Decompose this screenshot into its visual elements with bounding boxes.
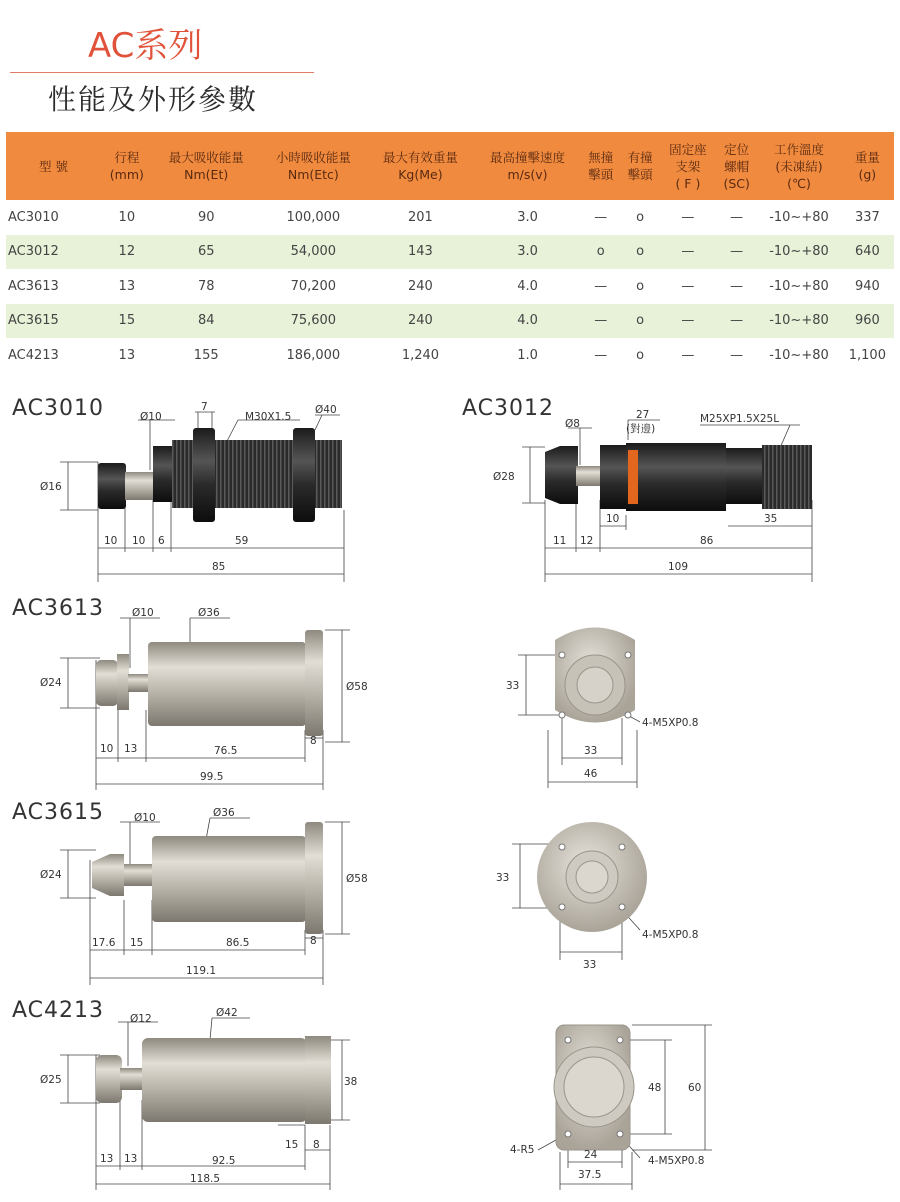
ac3613-front-view [555, 628, 635, 723]
table-cell: 240 [367, 304, 474, 339]
ac3613-d1: Ø10 [132, 607, 154, 619]
ac3012-dia: Ø28 [493, 471, 515, 483]
ac3615-dia: Ø24 [40, 869, 62, 881]
model-label-ac3615: AC3615 [12, 800, 105, 825]
ac3615-dim-1: 15 [130, 937, 144, 949]
table-header-line: 重量 [854, 150, 880, 165]
ac4213-drawing [96, 1036, 331, 1124]
ac3613-front-w2: 46 [584, 768, 598, 780]
ac3010-dim-3: 59 [235, 535, 249, 547]
table-cell: o [581, 235, 620, 270]
table-cell: 1,240 [401, 347, 440, 363]
ac3010-thread: M30X1.5 [245, 411, 292, 423]
table-header-line: (℃) [787, 175, 811, 191]
table-cell: -10~+80 [769, 278, 829, 294]
ac4213-d8: 8 [313, 1139, 320, 1151]
table-cell: 186,000 [286, 347, 341, 363]
table-header-line: 擊頭 [588, 167, 614, 182]
table-header-line: Nm(Etc) [287, 167, 339, 182]
table-header-line: 最大吸收能量 [168, 150, 244, 165]
ac3613-dim-0: 10 [100, 743, 114, 755]
table-cell: 15 [101, 304, 153, 339]
ac4213-front-hole: 4-M5XP0.8 [648, 1155, 705, 1167]
ac3613-total: 99.5 [200, 771, 224, 783]
ac4213-front-h1: 48 [648, 1082, 662, 1094]
ac3613-d8: 8 [310, 735, 317, 747]
table-cell: — [594, 209, 608, 225]
table-header-line: Nm(Et) [184, 167, 229, 182]
table-cell: 90 [197, 209, 215, 225]
table-cell: 960 [841, 304, 894, 339]
table-cell: 78 [197, 278, 215, 294]
ac3012-d2b: (對邊) [626, 423, 656, 435]
ac3615-front-h: 33 [496, 872, 510, 884]
table-header-line: Kg(Me) [398, 167, 443, 182]
table-cell: 75,600 [260, 304, 367, 339]
ac3615-d2: Ø36 [213, 807, 235, 819]
table-header-line: (g) [858, 167, 877, 182]
ac3615-big: Ø58 [346, 873, 368, 885]
table-cell: 65 [153, 235, 260, 270]
table-cell: 640 [841, 235, 894, 270]
table-cell: AC3010 [8, 209, 59, 225]
ac3613-front-w1: 33 [584, 745, 598, 757]
ac3010-drawing [98, 428, 342, 522]
model-label-ac3010: AC3010 [12, 396, 105, 421]
ac3012-d1: Ø8 [565, 418, 580, 430]
table-cell: 4.0 [474, 304, 581, 339]
table-header-line: 型 號 [39, 158, 68, 174]
model-label-ac3613: AC3613 [12, 596, 105, 621]
table-header-line: 無撞 [588, 150, 614, 165]
table-header-line: (未凍結) [775, 158, 823, 174]
ac3615-front-view [537, 822, 647, 932]
ac3613-big: Ø58 [346, 681, 368, 693]
table-cell: — [660, 304, 716, 339]
ac4213-front-w1: 24 [584, 1149, 598, 1161]
table-header-line: 支架 [675, 158, 701, 174]
table-cell: o [636, 209, 645, 225]
table-cell: — [716, 304, 757, 339]
ac3613-len: 76.5 [214, 745, 238, 757]
table-cell: 12 [101, 235, 153, 270]
ac3615-total: 119.1 [186, 965, 217, 977]
table-cell: — [730, 278, 744, 294]
table-cell: 155 [193, 347, 219, 363]
ac3615-front-w1: 33 [583, 959, 597, 971]
ac3615-dim-0: 17.6 [92, 937, 116, 949]
ac4213-dim-1: 13 [124, 1153, 138, 1165]
ac4213-front-view [554, 1025, 634, 1150]
ac3613-dia: Ø24 [40, 677, 62, 689]
ac3012-d10: 10 [606, 513, 620, 525]
table-header-line: (SC) [723, 175, 750, 191]
table-cell: -10~+80 [757, 304, 840, 339]
ac3012-drawing [545, 443, 812, 511]
ac3615-len: 86.5 [226, 937, 250, 949]
ac3010-dia: Ø16 [40, 481, 62, 493]
ac3012-d86: 86 [700, 535, 714, 547]
table-cell: o [636, 347, 645, 363]
table-cell: 337 [854, 209, 880, 225]
table-cell: 3.0 [517, 209, 538, 225]
table-cell: o [620, 304, 659, 339]
ac4213-d15: 15 [285, 1139, 299, 1151]
table-cell: 10 [118, 209, 136, 225]
ac3012-dim-1: 12 [580, 535, 594, 547]
table-cell: AC4213 [8, 347, 59, 363]
table-header-line: m/s(v) [507, 167, 548, 182]
ac4213-dim-0: 13 [100, 1153, 114, 1165]
table-cell: 240 [408, 278, 433, 294]
ac3615-front-hole: 4-M5XP0.8 [642, 929, 699, 941]
ac3012-total: 109 [668, 561, 689, 573]
table-cell: AC3615 [6, 304, 101, 339]
ac3010-d2: 7 [201, 401, 208, 413]
table-cell: -10~+80 [757, 235, 840, 270]
table-cell: 1,100 [848, 347, 886, 363]
ac4213-d2: Ø42 [216, 1007, 238, 1019]
ac4213-front-w2: 37.5 [578, 1169, 602, 1181]
ac3010-d3: Ø40 [315, 404, 337, 416]
ac3012-thread: M25XP1.5X25L [700, 413, 780, 425]
table-header-line: 定位 [724, 141, 750, 157]
table-cell: — [581, 304, 620, 339]
table-header-line: 有撞 [627, 150, 653, 165]
table-cell: 13 [118, 278, 136, 294]
ac3613-front-h: 33 [506, 680, 520, 692]
ac3615-d8: 8 [310, 935, 317, 947]
ac3010-dim-1: 10 [132, 535, 146, 547]
page-title: AC系列 [88, 26, 203, 66]
table-header-line: 行程 [114, 150, 140, 165]
table-cell: 13 [118, 347, 136, 363]
table-cell: o [620, 235, 659, 270]
ac3010-dim-2: 6 [158, 535, 165, 547]
table-cell: -10~+80 [769, 347, 829, 363]
table-cell: — [681, 209, 695, 225]
table-cell: — [730, 347, 744, 363]
ac3010-dim-0: 10 [104, 535, 118, 547]
ac4213-len: 92.5 [212, 1155, 236, 1167]
table-cell: — [660, 235, 716, 270]
table-cell: 84 [153, 304, 260, 339]
table-header-line: 最大有效重量 [382, 150, 458, 165]
ac3613-front-hole: 4-M5XP0.8 [642, 717, 699, 729]
ac3012-dim-0: 11 [553, 535, 567, 547]
table-cell: AC3012 [6, 235, 101, 270]
table-cell: — [594, 278, 608, 294]
table-cell: 54,000 [260, 235, 367, 270]
table-cell: — [681, 278, 695, 294]
table-cell: — [594, 347, 608, 363]
table-header-line: ( F ) [675, 175, 701, 191]
ac4213-dia: Ø25 [40, 1074, 62, 1086]
ac3010-d1: Ø10 [140, 411, 162, 423]
table-cell: o [636, 278, 645, 294]
ac3613-d2: Ø36 [198, 607, 220, 619]
table-header-line: 小時吸收能量 [275, 150, 351, 165]
table-header-line: 工作溫度 [773, 141, 824, 157]
table-cell: — [716, 235, 757, 270]
table-cell: — [681, 347, 695, 363]
page-subtitle: 性能及外形參數 [48, 83, 259, 116]
ac3615-d1: Ø10 [134, 812, 156, 824]
table-cell: 143 [367, 235, 474, 270]
table-header-line: 最高撞擊速度 [490, 150, 566, 165]
ac4213-d1: Ø12 [130, 1013, 152, 1025]
table-cell: 3.0 [474, 235, 581, 270]
ac4213-total: 118.5 [190, 1173, 221, 1185]
table-header-line: 螺帽 [724, 158, 750, 174]
ac3012-d2: 27 [636, 409, 650, 421]
table-header-line: 擊頭 [627, 167, 653, 182]
ac3010-total: 85 [212, 561, 226, 573]
ac3012-d35: 35 [764, 513, 778, 525]
table-cell: AC3613 [8, 278, 59, 294]
table-cell: 940 [854, 278, 880, 294]
ac3615-drawing [92, 822, 323, 934]
table-header-line: 固定座 [669, 141, 707, 157]
table-cell: 4.0 [517, 278, 538, 294]
table-cell: -10~+80 [769, 209, 829, 225]
table-cell: — [730, 209, 744, 225]
table-cell: 70,200 [290, 278, 337, 294]
ac4213-front-r: 4-R5 [510, 1144, 535, 1156]
table-cell: 100,000 [286, 209, 341, 225]
table-cell: 201 [408, 209, 433, 225]
model-label-ac3012: AC3012 [462, 396, 555, 421]
table-header-line: (mm) [109, 167, 144, 182]
ac3613-dim-1: 13 [124, 743, 138, 755]
model-label-ac4213: AC4213 [12, 998, 105, 1023]
ac4213-front-h2: 60 [688, 1082, 702, 1094]
table-cell: 1.0 [517, 347, 538, 363]
ac4213-big: 38 [344, 1076, 358, 1088]
